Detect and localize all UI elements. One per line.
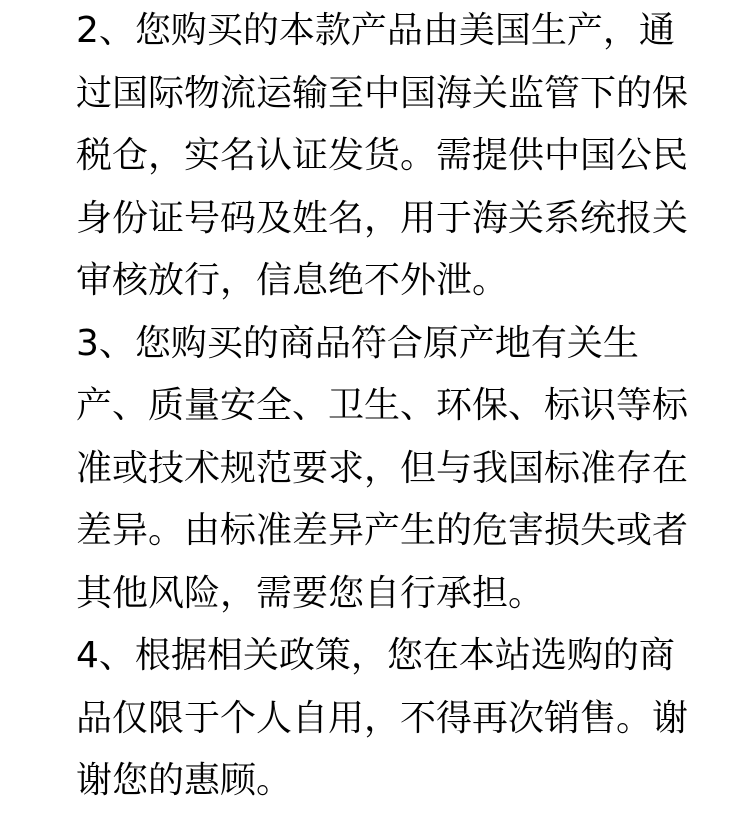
text-line: 4、根据相关政策，您在本站选购的商 (76, 635, 675, 676)
text-line: 准或技术规范要求，但与我国标准存在 (76, 447, 689, 489)
text-line: 谢您的惠顾。 (76, 760, 293, 801)
text-line: 税仓，实名认证发货。需提供中国公民 (76, 135, 689, 176)
text-line: 身份证号码及姓名，用于海关系统报关 (76, 197, 689, 239)
notice-text-block (76, 0, 691, 813)
text-line: 其他风险，需要您自行承担。 (76, 572, 545, 614)
text-line: 产、质量安全、卫生、环保、标识等标 (76, 385, 689, 426)
text-line: 3、您购买的商品符合原产地有关生 (76, 322, 639, 364)
notice-paragraph-2 (76, 0, 691, 313)
notice-paragraph-3 (76, 313, 691, 626)
text-line: 2、您购买的本款产品由美国生产，通 (76, 10, 675, 51)
notice-paragraph-4 (76, 625, 691, 813)
text-line: 品仅限于个人自用，不得再次销售。谢 (76, 697, 689, 739)
text-line: 差异。由标准差异产生的危害损失或者 (76, 510, 689, 551)
text-line: 审核放行，信息绝不外泄。 (76, 260, 509, 301)
text-line: 过国际物流运输至中国海关监管下的保 (76, 72, 689, 114)
